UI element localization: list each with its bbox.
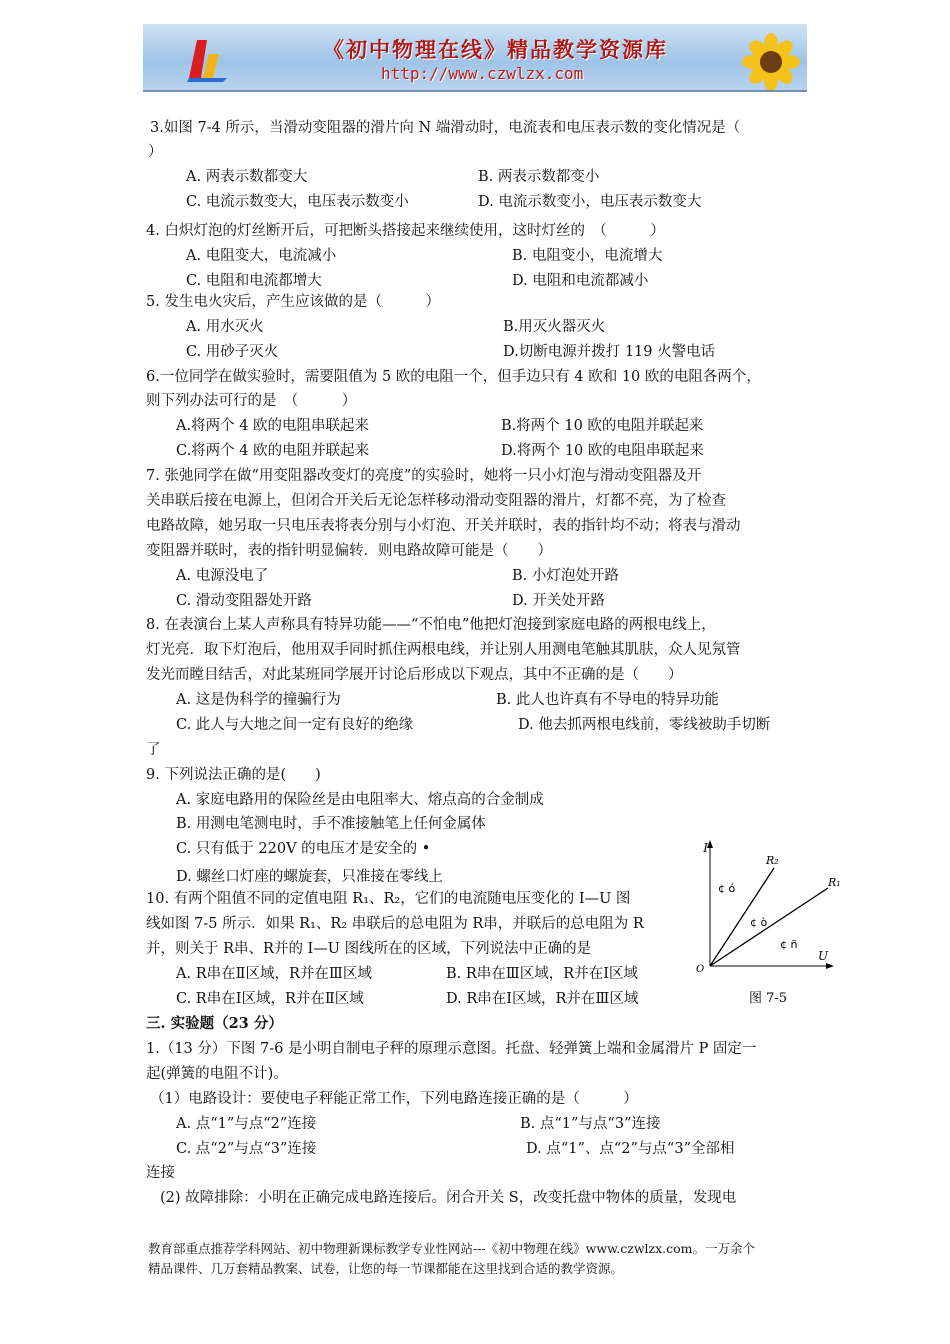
text-line: 变阻器并联时，表的指针明显偏转．则电路故障可能是（ ） — [146, 543, 552, 559]
figure-caption: 图 7-5 — [748, 991, 788, 1006]
text-line: 6.一位同学在做实验时，需要阻值为 5 欧的电阻一个，但手边只有 4 欧和 10 欧的电阻各两个， — [146, 369, 761, 385]
text-line: （1）电路设计：要使电子秤能正常工作，下列电路连接正确的是（ ） — [150, 1091, 638, 1107]
text-line: B. 此人也许真有不导电的特异功能 — [496, 692, 719, 708]
header-banner — [143, 24, 807, 92]
sunflower-icon — [733, 30, 803, 92]
text-line: 并，则关于 R串、R并的 I—U 图线所在的区域，下列说法中正确的是 — [146, 941, 592, 957]
text-line: B. 电阻变小，电流增大 — [512, 248, 663, 264]
text-line: 7. 张弛同学在做“用变阻器改变灯的亮度”的实验时，她将一只小灯泡与滑动变阻器及开 — [146, 468, 702, 484]
text-line: D. 电流示数变小，电压表示数变大 — [478, 194, 702, 210]
text-line: 则下列办法可行的是 （ ） — [146, 393, 357, 409]
text-line: C. 只有低于 220V 的电压才是安全的 • — [176, 841, 431, 857]
text-line: B. R串在Ⅲ区域，R并在Ⅰ区域 — [446, 966, 638, 982]
origin-label: O — [696, 964, 705, 975]
text-line: B.用灭火器灭火 — [503, 319, 606, 335]
text-line: 8. 在表演台上某人声称具有特异功能——“不怕电”他把灯泡接到家庭电路的两根电线上， — [146, 617, 716, 633]
region-2-label: ¢ ò — [750, 916, 768, 929]
text-line: A. 用水灭火 — [186, 319, 264, 335]
text-line: B. 小灯泡处开路 — [512, 568, 619, 584]
text-line: B.将两个 10 欧的电阻并联起来 — [501, 418, 704, 434]
text-line: C.将两个 4 欧的电阻并联起来 — [176, 443, 370, 459]
text-line: 4. 白炽灯泡的灯丝断开后，可把断头搭接起来继续使用，这时灯丝的 （ ） — [146, 223, 665, 239]
text-line: A. R串在Ⅱ区域，R并在Ⅲ区域 — [176, 966, 372, 982]
text-line: C. 此人与大地之间一定有良好的绝缘 — [176, 717, 414, 733]
text-line: B. 点“1”与点“3”连接 — [520, 1116, 661, 1132]
text-line: A. 这是伪科学的撞骗行为 — [176, 692, 341, 708]
region-1-label: ¢ ó — [718, 882, 736, 895]
text-line: D. 电阻和电流都减小 — [512, 273, 649, 289]
text-line: (2) 故障排除：小明在正确完成电路连接后。闭合开关 S，改变托盘中物体的质量，发现电 — [160, 1190, 737, 1206]
text-line: ） — [148, 144, 163, 160]
logo-icon — [183, 34, 243, 84]
banner-url[interactable]: http://www.czwlzx.com — [381, 64, 584, 83]
text-line: C. R串在Ⅰ区域，R并在Ⅱ区域 — [176, 991, 364, 1007]
figure-7-5 — [690, 836, 850, 1016]
text-line: C. 电流示数变大，电压表示数变小 — [186, 194, 409, 210]
text-line: 电路故障，她另取一只电压表将表分别与小灯泡、开关并联时，表的指针均不动；将表与滑动 — [146, 518, 741, 534]
footer-line-1: 教育部重点推荐学科网站、初中物理新课标教学专业性网站---《初中物理在线》www.czwlzx.com。一万余个 — [148, 1241, 756, 1256]
x-axis-arrow — [826, 963, 834, 969]
text-line: 灯光亮．取下灯泡后，他用双手同时抓住两根电线，并让别人用测电笔触其肌肤，众人见氖管 — [146, 642, 741, 658]
x-axis-label: U — [818, 949, 829, 963]
text-line: C. 用砂子灭火 — [186, 344, 279, 360]
text-line: D. 螺丝口灯座的螺旋套，只准接在零线上 — [176, 869, 443, 885]
text-line: 5. 发生电火灾后，产生应该做的是（ ） — [146, 294, 440, 310]
text-line: 3.如图 7-4 所示，当滑动变阻器的滑片向 N 端滑动时，电流表和电压表示数的变化情况是（ — [150, 120, 741, 136]
text-line: D. R串在Ⅰ区域，R并在Ⅲ区域 — [446, 991, 639, 1007]
text-line: 1.（13 分）下图 7-6 是小明自制电子秤的原理示意图。托盘、轻弹簧上端和金属滑片 P 固定一 — [146, 1041, 757, 1057]
text-line: 9. 下列说法正确的是( ) — [146, 767, 321, 783]
banner-underline — [143, 90, 807, 92]
text-line: A.将两个 4 欧的电阻串联起来 — [176, 418, 370, 434]
text-line: B. 两表示数都变小 — [478, 169, 600, 185]
line-r1 — [710, 888, 828, 966]
text-line: A. 电源没电了 — [176, 568, 269, 584]
text-line: A. 家庭电路用的保险丝是由电阻率大、熔点高的合金制成 — [176, 792, 544, 808]
r2-label: R₂ — [766, 854, 779, 867]
text-line: 三. 实验题（23 分） — [146, 1015, 283, 1032]
text-line: 了 — [146, 742, 161, 758]
text-line: 10. 有两个阻值不同的定值电阻 R₁、R₂，它们的电流随电压变化的 I—U 图 — [146, 891, 631, 907]
text-line: D. 点“1”、点“2”与点“3”全部相 — [526, 1141, 735, 1157]
text-line: 连接 — [146, 1165, 175, 1181]
text-line: C. 滑动变阻器处开路 — [176, 593, 312, 609]
r1-label: R₁ — [828, 876, 841, 889]
page-footer — [148, 1239, 755, 1279]
text-line: A. 电阻变大，电流减小 — [186, 248, 337, 264]
text-line: A. 点“1”与点“2”连接 — [176, 1116, 317, 1132]
text-line: 发光而瞠目结舌，对此某班同学展开讨论后形成以下观点，其中不正确的是（ ） — [146, 667, 683, 683]
region-3-label: ¢ ñ — [780, 938, 798, 951]
text-line: D.切断电源并拨打 119 火警电话 — [503, 344, 716, 360]
text-line: 起(弹簧的电阻不计)。 — [146, 1066, 288, 1082]
text-line: A. 两表示数都变大 — [186, 169, 308, 185]
text-line: B. 用测电笔测电时，手不准接触笔上任何金属体 — [176, 816, 486, 832]
banner-title: 《初中物理在线》精品教学资源库 — [323, 37, 668, 62]
text-line: D.将两个 10 欧的电阻串联起来 — [501, 443, 704, 459]
y-axis-label: I — [703, 841, 708, 855]
text-line: D. 开关处开路 — [512, 593, 605, 609]
text-line: D. 他去抓两根电线前，零线被助手切断 — [518, 717, 771, 733]
text-line: C. 电阻和电流都增大 — [186, 273, 322, 289]
text-line: 线如图 7-5 所示．如果 R₁、R₂ 串联后的总电阻为 R串，并联后的总电阻为 R — [146, 916, 644, 932]
text-line: 关串联后接在电源上，但闭合开关后无论怎样移动滑动变阻器的滑片，灯都不亮，为了检查 — [146, 493, 726, 509]
text-line: C. 点“2”与点“3”连接 — [176, 1141, 317, 1157]
footer-line-2: 精品课件、几万套精品教案、试卷，让您的每一节课都能在这里找到合适的教学资源。 — [148, 1261, 624, 1276]
